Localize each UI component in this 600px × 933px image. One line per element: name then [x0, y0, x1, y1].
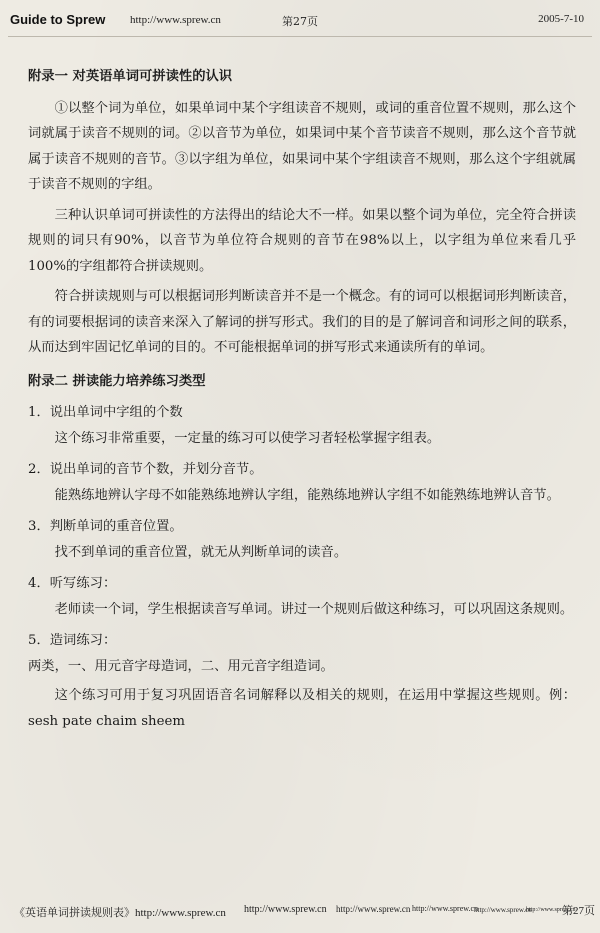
header-page-number: 第27页 — [282, 15, 318, 28]
exercise-item-1-desc: 这个练习非常重要，一定量的练习可以使学习者轻松掌握字组表。 — [54, 430, 441, 446]
footer-url: http://www.sprew.cn — [526, 907, 576, 913]
header-divider — [8, 36, 592, 37]
exercise-item-1-label: 1．说出单词中字组的个数 — [28, 405, 183, 420]
appendix1-heading: 附录一 对英语单词可拼读性的认识 — [28, 69, 233, 84]
exercise-item-4-desc: 老师读一个词，学生根据读音写单词。讲过一个规则后做这种练习，可以巩固这条规则。 — [54, 601, 574, 617]
header-url: http://www.sprew.cn — [130, 14, 221, 26]
exercise-item-2-desc: 能熟练地辨认字母不如能熟练地辨认字组，能熟练地辨认字组不如能熟练地辨认音节。 — [54, 487, 560, 503]
footer-url: http://www.sprew.cn — [336, 904, 411, 914]
appendix2-heading: 附录二 拼读能力培养练习类型 — [28, 373, 206, 389]
appendix1-paragraph-2: 三种认识单词可拼读性的方法得出的结论大不一样。如果以整个词为单位，完全符合拼读规则的词只有90%，以音节为单位符合规则的音节在98%以上，以字组为单位来看几乎100%的字组都符合拼读规则。 — [28, 207, 576, 274]
main-content — [28, 64, 576, 739]
exercise-item-4-label: 4．听写练习： — [28, 576, 117, 591]
exercise-final-paragraph: 这个练习可用于复习巩固语音名词解释以及相关的规则，在运用中掌握这些规则。例：sesh pate chaim sheem — [28, 688, 576, 729]
exercise-types: 两类，一、用元音字母造词，二、用元音字组造词。 — [28, 658, 334, 674]
exercise-item-3-label: 3．判断单词的重音位置。 — [28, 519, 183, 534]
header-title: Guide to Sprew — [10, 12, 106, 27]
header-date: 2005-7-10 — [538, 13, 584, 25]
footer-url: http://www.sprew.cn — [412, 904, 479, 913]
footer-url: http://www.sprew.cn — [244, 904, 327, 915]
footer-url: http://www.sprew.cn — [474, 906, 532, 914]
footer-page-number: 第27页 — [562, 905, 595, 917]
exercise-item-3-desc: 找不到单词的重音位置，就无从判断单词的读音。 — [54, 544, 348, 560]
appendix1-paragraph-3: 符合拼读规则与可以根据词形判断读音并不是一个概念。有的词可以根据词形判断读音，有的词要根据词的读音来深入了解词的拼写形式。我们的目的是了解词音和词形之间的联系，从而达到牢固记忆单词的目的。不可能根据单词的拼写形式来通读所有的单词。 — [28, 289, 576, 355]
exercise-item-5-label: 5．造词练习： — [28, 633, 117, 648]
exercise-item-2-label: 2．说出单词的音节个数，并划分音节。 — [28, 462, 263, 477]
footer-book-title: 《英语单词拼读规则表》http://www.sprew.cn — [14, 907, 226, 919]
appendix1-paragraph-1: ①以整个词为单位，如果单词中某个字组读音不规则，或词的重音位置不规则，那么这个词就属于读音不规则的词。②以音节为单位，如果词中某个音节读音不规则，那么这个音节就属于读音不规则的音节。③以字组为单位，如果词中某个字组读音不规则，那么这个字组就属于读音不规则的字组。 — [28, 100, 576, 192]
